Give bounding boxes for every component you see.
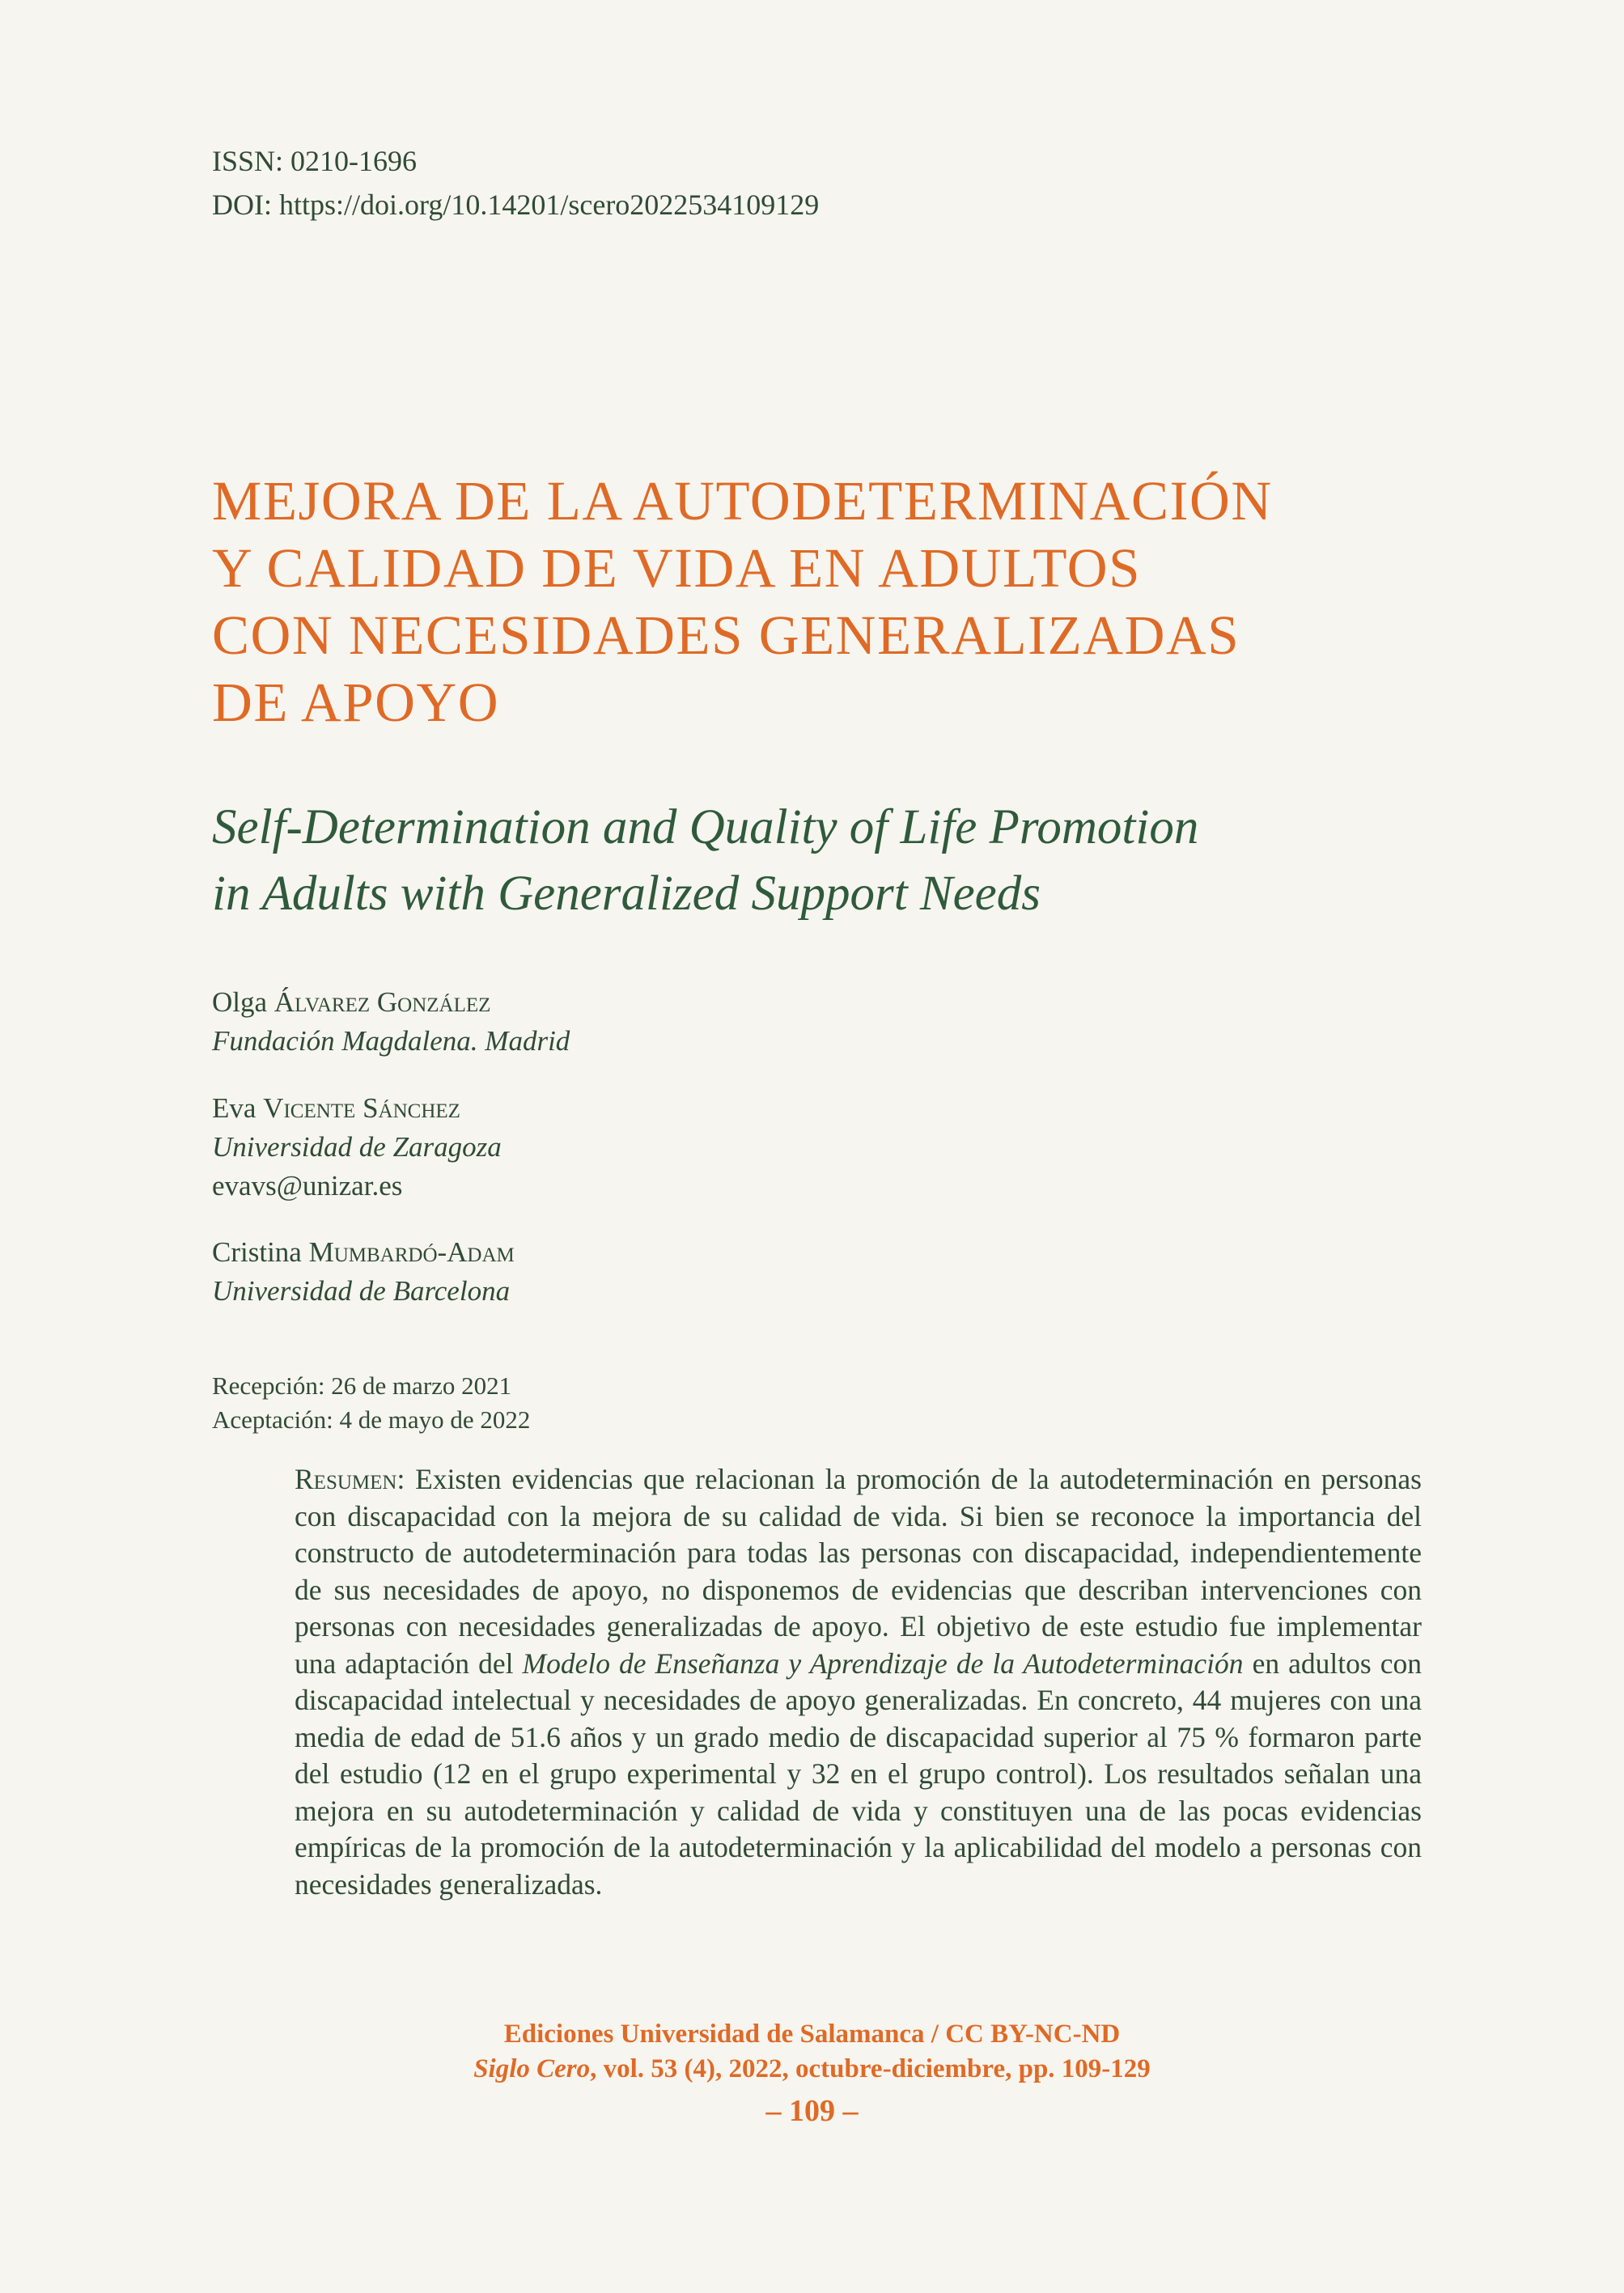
author-name	[212, 1233, 515, 1272]
citation-details: , vol. 53 (4), 2022, octubre-diciembre, pp. 109-129	[590, 2054, 1151, 2083]
article-title-english	[212, 795, 1198, 927]
abstract-text: en adultos con discapacidad intelectual y necesidades de apoyo generalizadas. En concreto, 44 mujeres con una media de edad de 51.6 años y un grado medio de discapacidad superior al 75 % formaron parte del estudio (12 en el grupo experimental y 32 en el grupo control). Los resultados señalan una mejora en su autodeterminación y calidad de vida y constituyen una de las pocas evidencias empíricas de la promoción de la autodeterminación y la aplicabilidad del modelo a personas con necesidades generalizadas.	[295, 1647, 1422, 1901]
submission-dates	[212, 1369, 530, 1437]
author-block	[212, 1233, 515, 1311]
author-given-name: Eva	[212, 1092, 264, 1124]
title-es-line: MEJORA DE LA AUTODETERMINACIÓN	[212, 470, 1273, 532]
issn-text: ISSN: 0210-1696	[212, 145, 418, 177]
title-es-line: Y CALIDAD DE VIDA EN ADULTOS	[212, 537, 1141, 599]
abstract-label: Resumen:	[295, 1463, 405, 1495]
author-block	[212, 1089, 502, 1206]
author-surname: Vicente Sánchez	[263, 1092, 460, 1124]
title-en-line: in Adults with Generalized Support Needs	[212, 867, 1041, 921]
title-es-line: CON NECESIDADES GENERALIZADAS	[212, 604, 1240, 666]
journal-citation	[0, 2052, 1624, 2087]
received-date: Recepción: 26 de marzo 2021	[212, 1371, 512, 1400]
journal-identifiers	[212, 139, 819, 227]
abstract-text: Existen evidencias que relacionan la promoción de la autodeterminación en personas con discapacidad con la mejora de su calidad de vida. Si bien se reconoce la importancia del constructo de autodeterminación para todas las personas con discapacidad, independientemente de sus necesidades de apoyo, no disponemos de evidencias que describan intervenciones con personas con necesidades generalizadas de apoyo. El objetivo de este estudio fue implementar una adaptación del	[295, 1463, 1422, 1680]
author-name	[212, 1089, 502, 1128]
page-footer	[0, 2017, 1624, 2135]
publisher-license: Ediciones Universidad de Salamanca / CC BY-NC-ND	[503, 2020, 1121, 2049]
author-affiliation: Universidad de Zaragoza	[212, 1131, 502, 1163]
title-es-line: DE APOYO	[212, 672, 500, 733]
page-number: – 109 –	[765, 2094, 859, 2128]
title-en-line: Self-Determination and Quality of Life Promotion	[212, 800, 1199, 854]
author-given-name: Cristina	[212, 1236, 309, 1268]
author-given-name: Olga	[212, 986, 274, 1018]
author-block	[212, 983, 570, 1061]
author-affiliation: Fundación Magdalena. Madrid	[212, 1025, 570, 1057]
journal-name: Siglo Cero	[473, 2054, 591, 2083]
doi-text: DOI: https://doi.org/10.14201/scero2022534109129	[212, 189, 820, 221]
author-email: evavs@unizar.es	[212, 1170, 403, 1202]
author-surname: Mumbardó-Adam	[308, 1236, 515, 1268]
author-name	[212, 983, 570, 1022]
abstract-model-name: Modelo de Enseñanza y Aprendizaje de la Autodeterminación	[522, 1647, 1244, 1680]
abstract	[295, 1461, 1422, 1903]
article-title-spanish	[212, 468, 1442, 736]
accepted-date: Aceptación: 4 de mayo de 2022	[212, 1405, 531, 1434]
author-surname: Álvarez González	[273, 986, 491, 1018]
author-affiliation: Universidad de Barcelona	[212, 1275, 511, 1307]
